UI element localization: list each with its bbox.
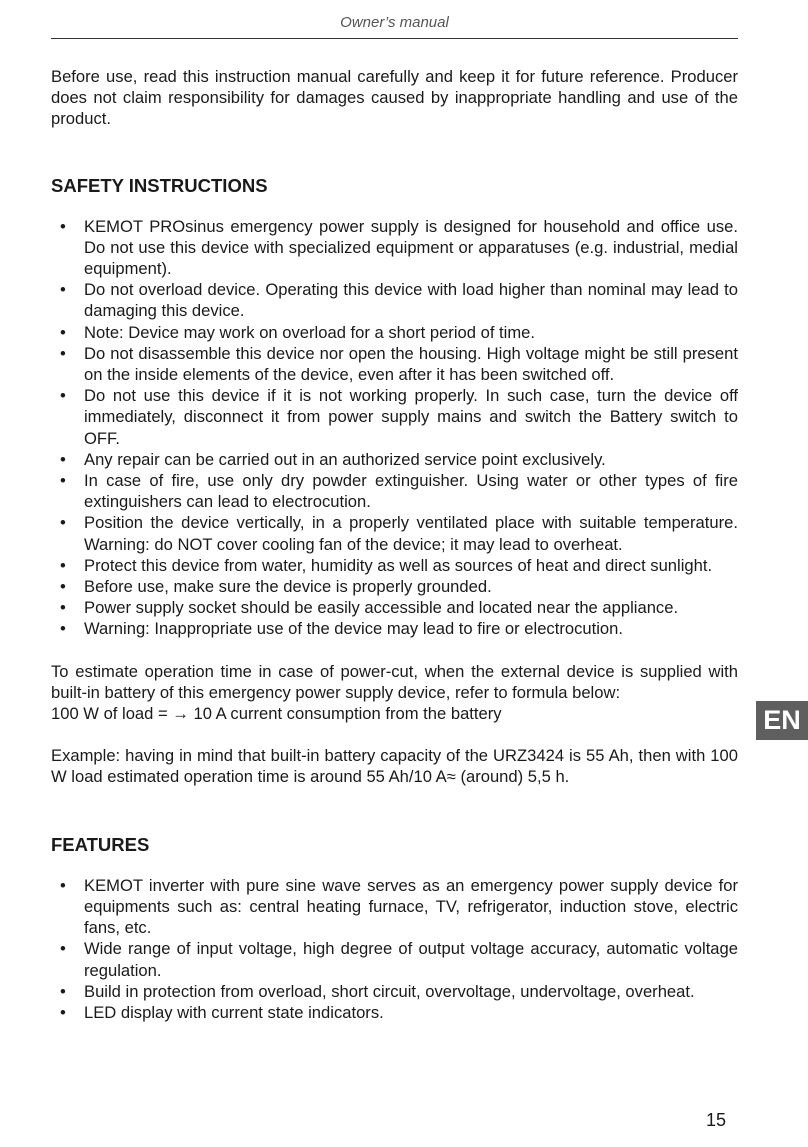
list-item: • Wide range of input voltage, high degree of output voltage accuracy, automatic voltage regulation. [51,938,738,980]
page-body [51,66,738,1023]
list-item: • In case of fire, use only dry powder extinguisher. Using water or other types of fire extinguishers can lead to electrocution. [51,470,738,512]
list-item: • KEMOT PROsinus emergency power supply is designed for household and office use. Do not use this device with specialized equipment or apparatuses (e.g. industrial, medial equipment). [51,216,738,280]
list-item: • Do not overload device. Operating this device with load higher than nominal may lead to damaging this device. [51,279,738,321]
list-item: • Note: Device may work on overload for a short period of time. [51,322,738,343]
list-item: • Position the device vertically, in a properly ventilated place with suitable temperature. Warning: do NOT cover cooling fan of the device; it may lead to overheat. [51,512,738,554]
list-item: • Any repair can be carried out in an authorized service point exclusively. [51,449,738,470]
list-item: • Build in protection from overload, short circuit, overvoltage, undervoltage, overheat. [51,981,738,1002]
features-list [51,875,738,1023]
list-item: • LED display with current state indicators. [51,1002,738,1023]
running-header: Owner’s manual [340,14,449,31]
list-item: • Before use, make sure the device is properly grounded. [51,576,738,597]
list-item: • Do not use this device if it is not working properly. In such case, turn the device off immediately, disconnect it from power supply mains and switch the Battery switch to OFF. [51,385,738,449]
estimate-paragraph: To estimate operation time in case of power-cut, when the external device is supplied with built-in battery of this emergency power supply device, refer to formula below: [51,661,738,702]
header-divider [51,38,738,39]
safety-instructions-heading: SAFETY INSTRUCTIONS [51,174,268,196]
page-number: 15 [705,1110,726,1130]
language-tab: EN [756,701,808,740]
example-paragraph: Example: having in mind that built-in battery capacity of the URZ3424 is 55 Ah, then with 100 W load estimated operation time is around 55 Ah/10 A≈ (around) 5,5 h. [51,746,738,787]
list-item: • Power supply socket should be easily accessible and located near the appliance. [51,597,738,618]
list-item: • Do not disassemble this device nor open the housing. High voltage might be still present on the inside elements of the device, even after it has been switched off. [51,343,738,385]
intro-paragraph: Before use, read this instruction manual carefully and keep it for future reference. Producer does not claim responsibility for damages caused by inappropriate handling and use of the product. [51,67,738,129]
list-item: • Warning: Inappropriate use of the device may lead to fire or electrocution. [51,618,738,639]
list-item: • KEMOT inverter with pure sine wave serves as an emergency power supply device for equipments such as: central heating furnace, TV, refrigerator, induction stove, electric fans, etc. [51,875,738,939]
safety-instructions-list [51,216,738,640]
list-item: • Protect this device from water, humidity as well as sources of heat and direct sunlight. [51,555,738,576]
features-heading: FEATURES [51,833,150,855]
formula-line: 100 W of load = → 10 A current consumption from the battery [51,704,502,724]
